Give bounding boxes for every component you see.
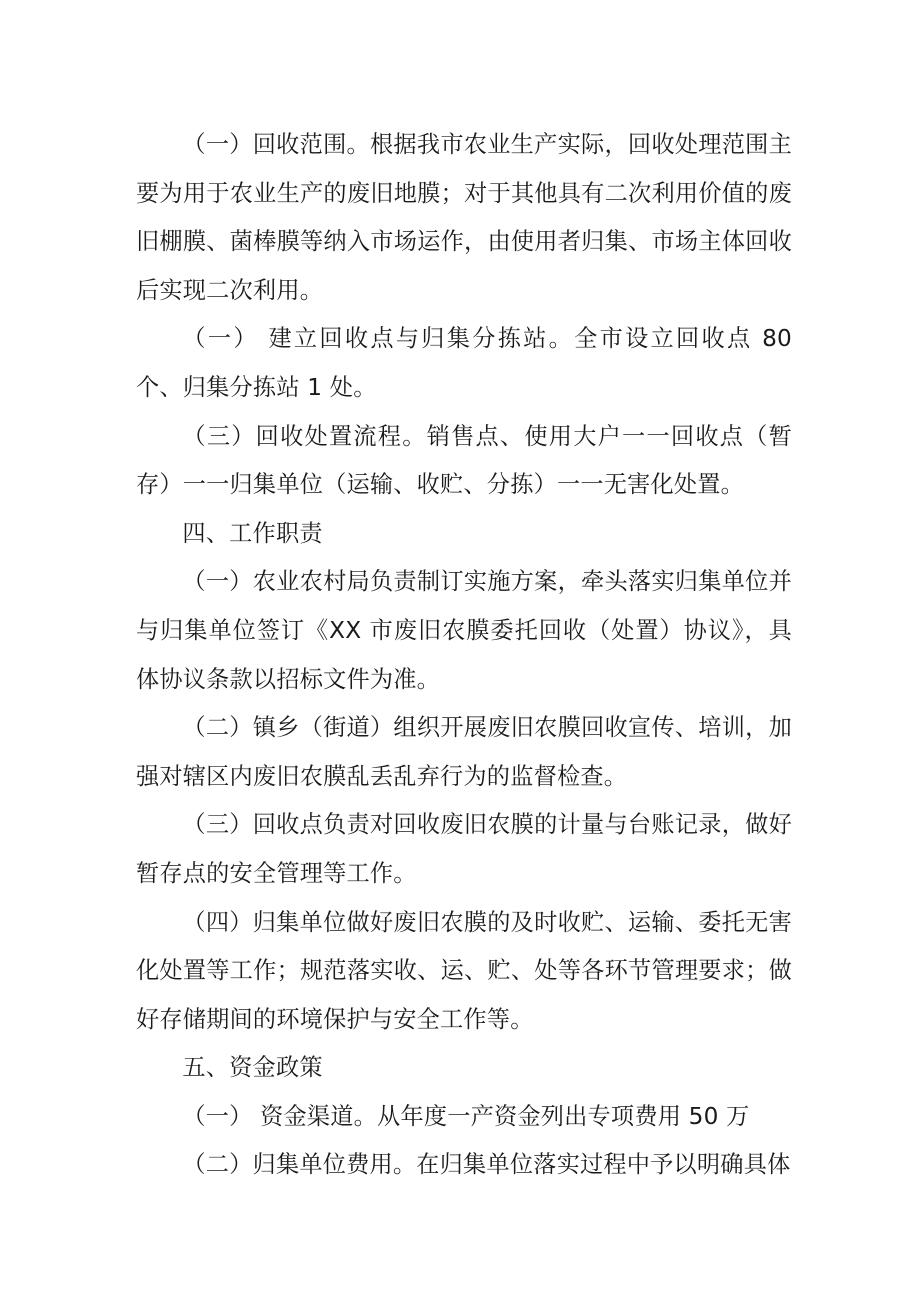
paragraph-collection-unit-costs: （二）归集单位费用。在归集单位落实过程中予以明确具体 <box>182 1151 791 1179</box>
paragraph-collection-unit-duties: （四）归集单位做好废旧农膜的及时收贮、运输、委托无害化处置等工作；规范落实收、运、贮、处等各环节管理要求；做好存储期间的环境保护与安全工作等。 <box>136 908 792 1033</box>
paragraph-recovery-scope: （一）回收范围。根据我市农业生产实际，回收处理范围主要为用于农业生产的废旧地膜；对于其他具有二次利用价值的废旧棚膜、菌棒膜等纳入市场运作，由使用者归集、市场主体回收后实现二次利用。 <box>136 131 792 304</box>
paragraph-collection-points: （一） 建立回收点与归集分拣站。全市设立回收点 80 个、归集分拣站 1 处。 <box>136 325 792 401</box>
paragraph-collection-point-duties: （三）回收点负责对回收废旧农膜的计量与台账记录，做好暂存点的安全管理等工作。 <box>136 811 792 887</box>
paragraph-townships: （二）镇乡（街道）组织开展废旧农膜回收宣传、培训，加强对辖区内废旧农膜乱丢乱弃行为的监督检查。 <box>136 714 792 790</box>
paragraph-agriculture-bureau: （一）农业农村局负责制订实施方案，牵头落实归集单位并与归集单位签订《XX 市废旧农膜委托回收（处置）协议》，具体协议条款以招标文件为准。 <box>136 568 792 693</box>
paragraph-disposal-process: （三）回收处置流程。销售点、使用大户一一回收点（暂存）一一归集单位（运输、收贮、分拣）一一无害化处置。 <box>136 422 792 499</box>
paragraph-funding-channel: （一） 资金渠道。从年度一产资金列出专项费用 50 万 <box>182 1102 750 1130</box>
section-heading-funding-policy: 五、资金政策 <box>182 1054 323 1082</box>
section-heading-responsibilities: 四、工作职责 <box>182 519 323 547</box>
document-body <box>136 121 792 1190</box>
